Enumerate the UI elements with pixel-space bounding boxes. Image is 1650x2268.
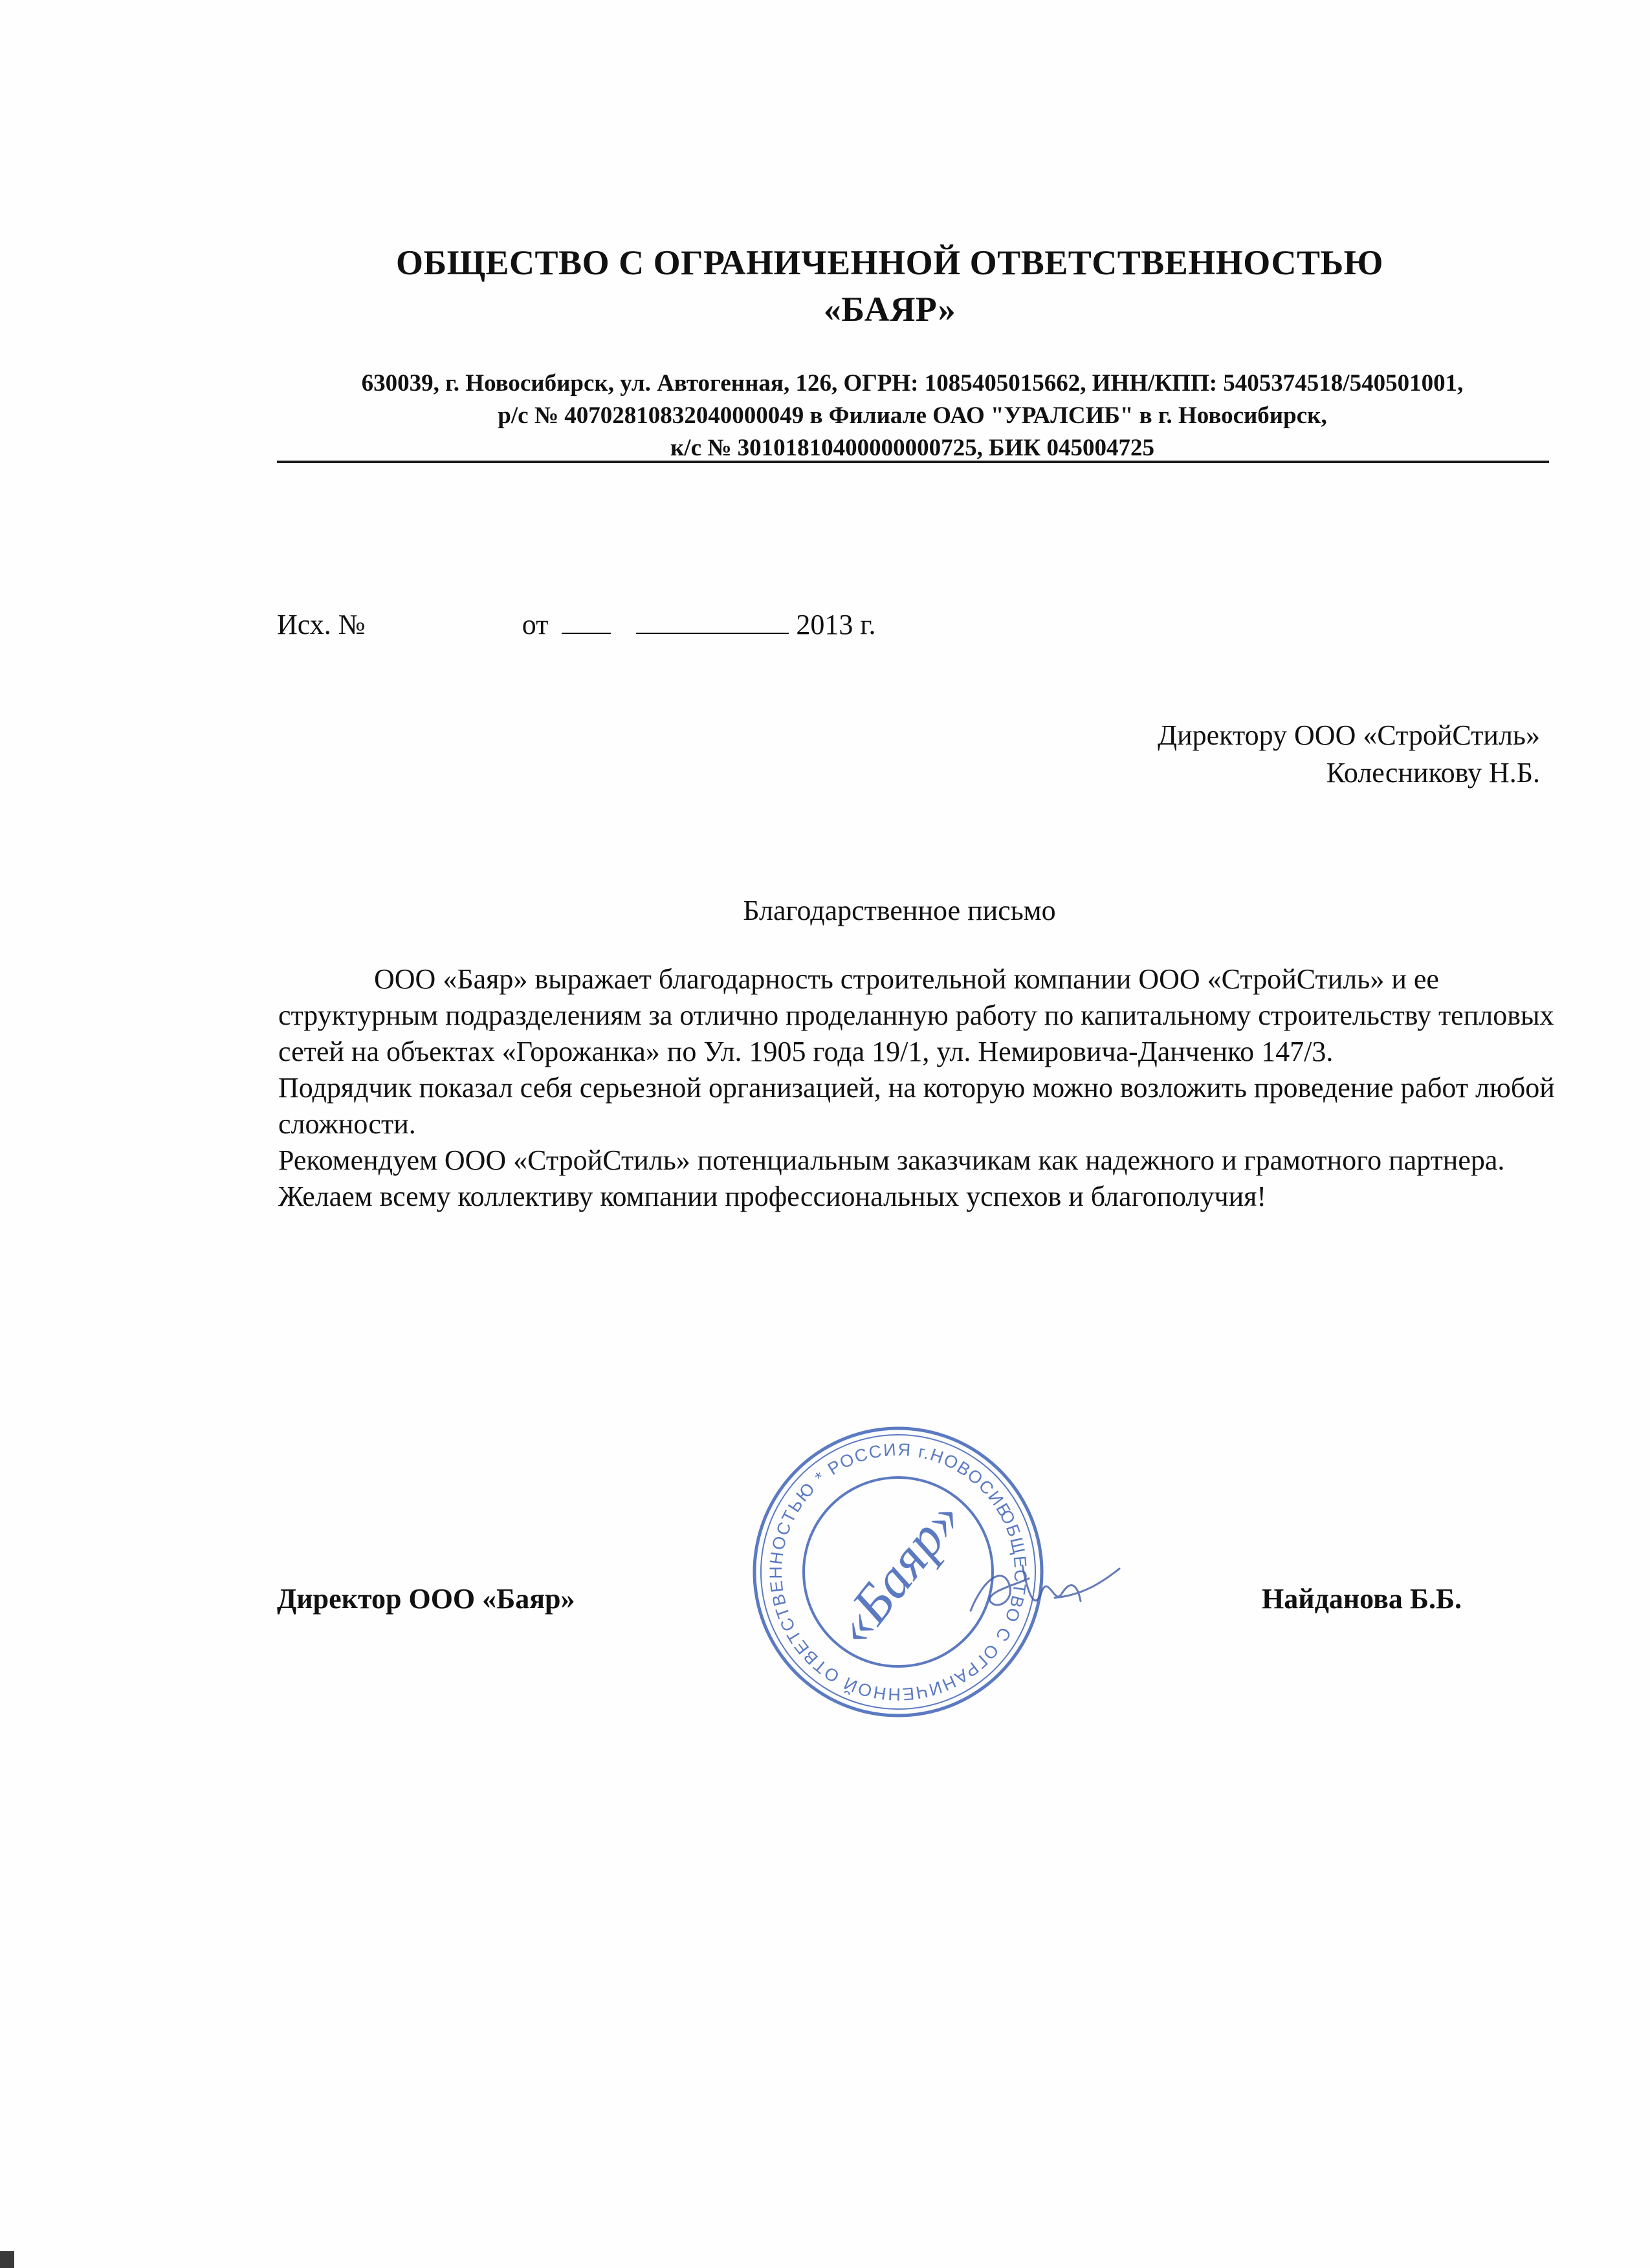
handwritten-signature bbox=[958, 1540, 1126, 1630]
body-paragraph-1: ООО «Баяр» выражает благодарность строительной компании ООО «СтройСтиль» и ее структурным подразделениям за отлично проделанную работу по капитальному строительству тепловых сетей на объектах «Горожанка» по Ул. 1905 года 19/1, ул. Немировича-Данченко 147/3. bbox=[278, 963, 1554, 1067]
body-paragraph-4: Желаем всему коллективу компании профессиональных успехов и благополучия! bbox=[278, 1181, 1267, 1212]
signatory-name: Найданова Б.Б. bbox=[1262, 1583, 1462, 1615]
seal-center-text: «Баяр» bbox=[823, 1488, 974, 1657]
seal-outer-text: ОБЩЕСТВО С ОГРАНИЧЕННОЙ ОТВЕТСТВЕННОСТЬЮ * РОССИЯ г.НОВОСИБИРСК bbox=[766, 1439, 1031, 1705]
outgoing-date-label: от bbox=[522, 609, 549, 640]
scan-corner-mark bbox=[0, 2251, 14, 2268]
outgoing-number-label: Исх. № bbox=[277, 609, 366, 640]
addressee-position: Директору ООО «СтройСтиль» bbox=[1158, 719, 1540, 751]
org-name-line2: «БАЯР» bbox=[823, 290, 956, 329]
requisites-line3: к/с № 30101810400000000725, БИК 045004725 bbox=[670, 435, 1155, 461]
outgoing-year: 2013 г. bbox=[796, 609, 876, 640]
org-name-line1: ОБЩЕСТВО С ОГРАНИЧЕННОЙ ОТВЕТСТВЕННОСТЬЮ bbox=[396, 243, 1383, 282]
header-divider bbox=[277, 461, 1549, 463]
body-paragraph-2: Подрядчик показал себя серьезной организацией, на которую можно возложить проведение работ любой сложности. bbox=[278, 1072, 1555, 1140]
outgoing-reference bbox=[277, 607, 875, 643]
addressee-name: Колесникову Н.Б. bbox=[1326, 757, 1540, 789]
requisites-line1: 630039, г. Новосибирск, ул. Автогенная, 126, ОГРН: 1085405015662, ИНН/КПП: 5405374518/540501001, bbox=[361, 370, 1464, 397]
letter-title: Благодарственное письмо bbox=[743, 895, 1056, 926]
signatory-position: Директор ООО «Баяр» bbox=[277, 1583, 575, 1615]
requisites-line2: р/с № 40702810832040000049 в Филиале ОАО "УРАЛСИБ" в г. Новосибирск, bbox=[498, 402, 1327, 429]
letter-body bbox=[278, 961, 1559, 1215]
date-day-blank bbox=[562, 607, 611, 634]
body-paragraph-3: Рекомендуем ООО «СтройСтиль» потенциальным заказчикам как надежного и грамотного партнера. bbox=[278, 1144, 1505, 1176]
date-month-blank bbox=[636, 607, 789, 634]
